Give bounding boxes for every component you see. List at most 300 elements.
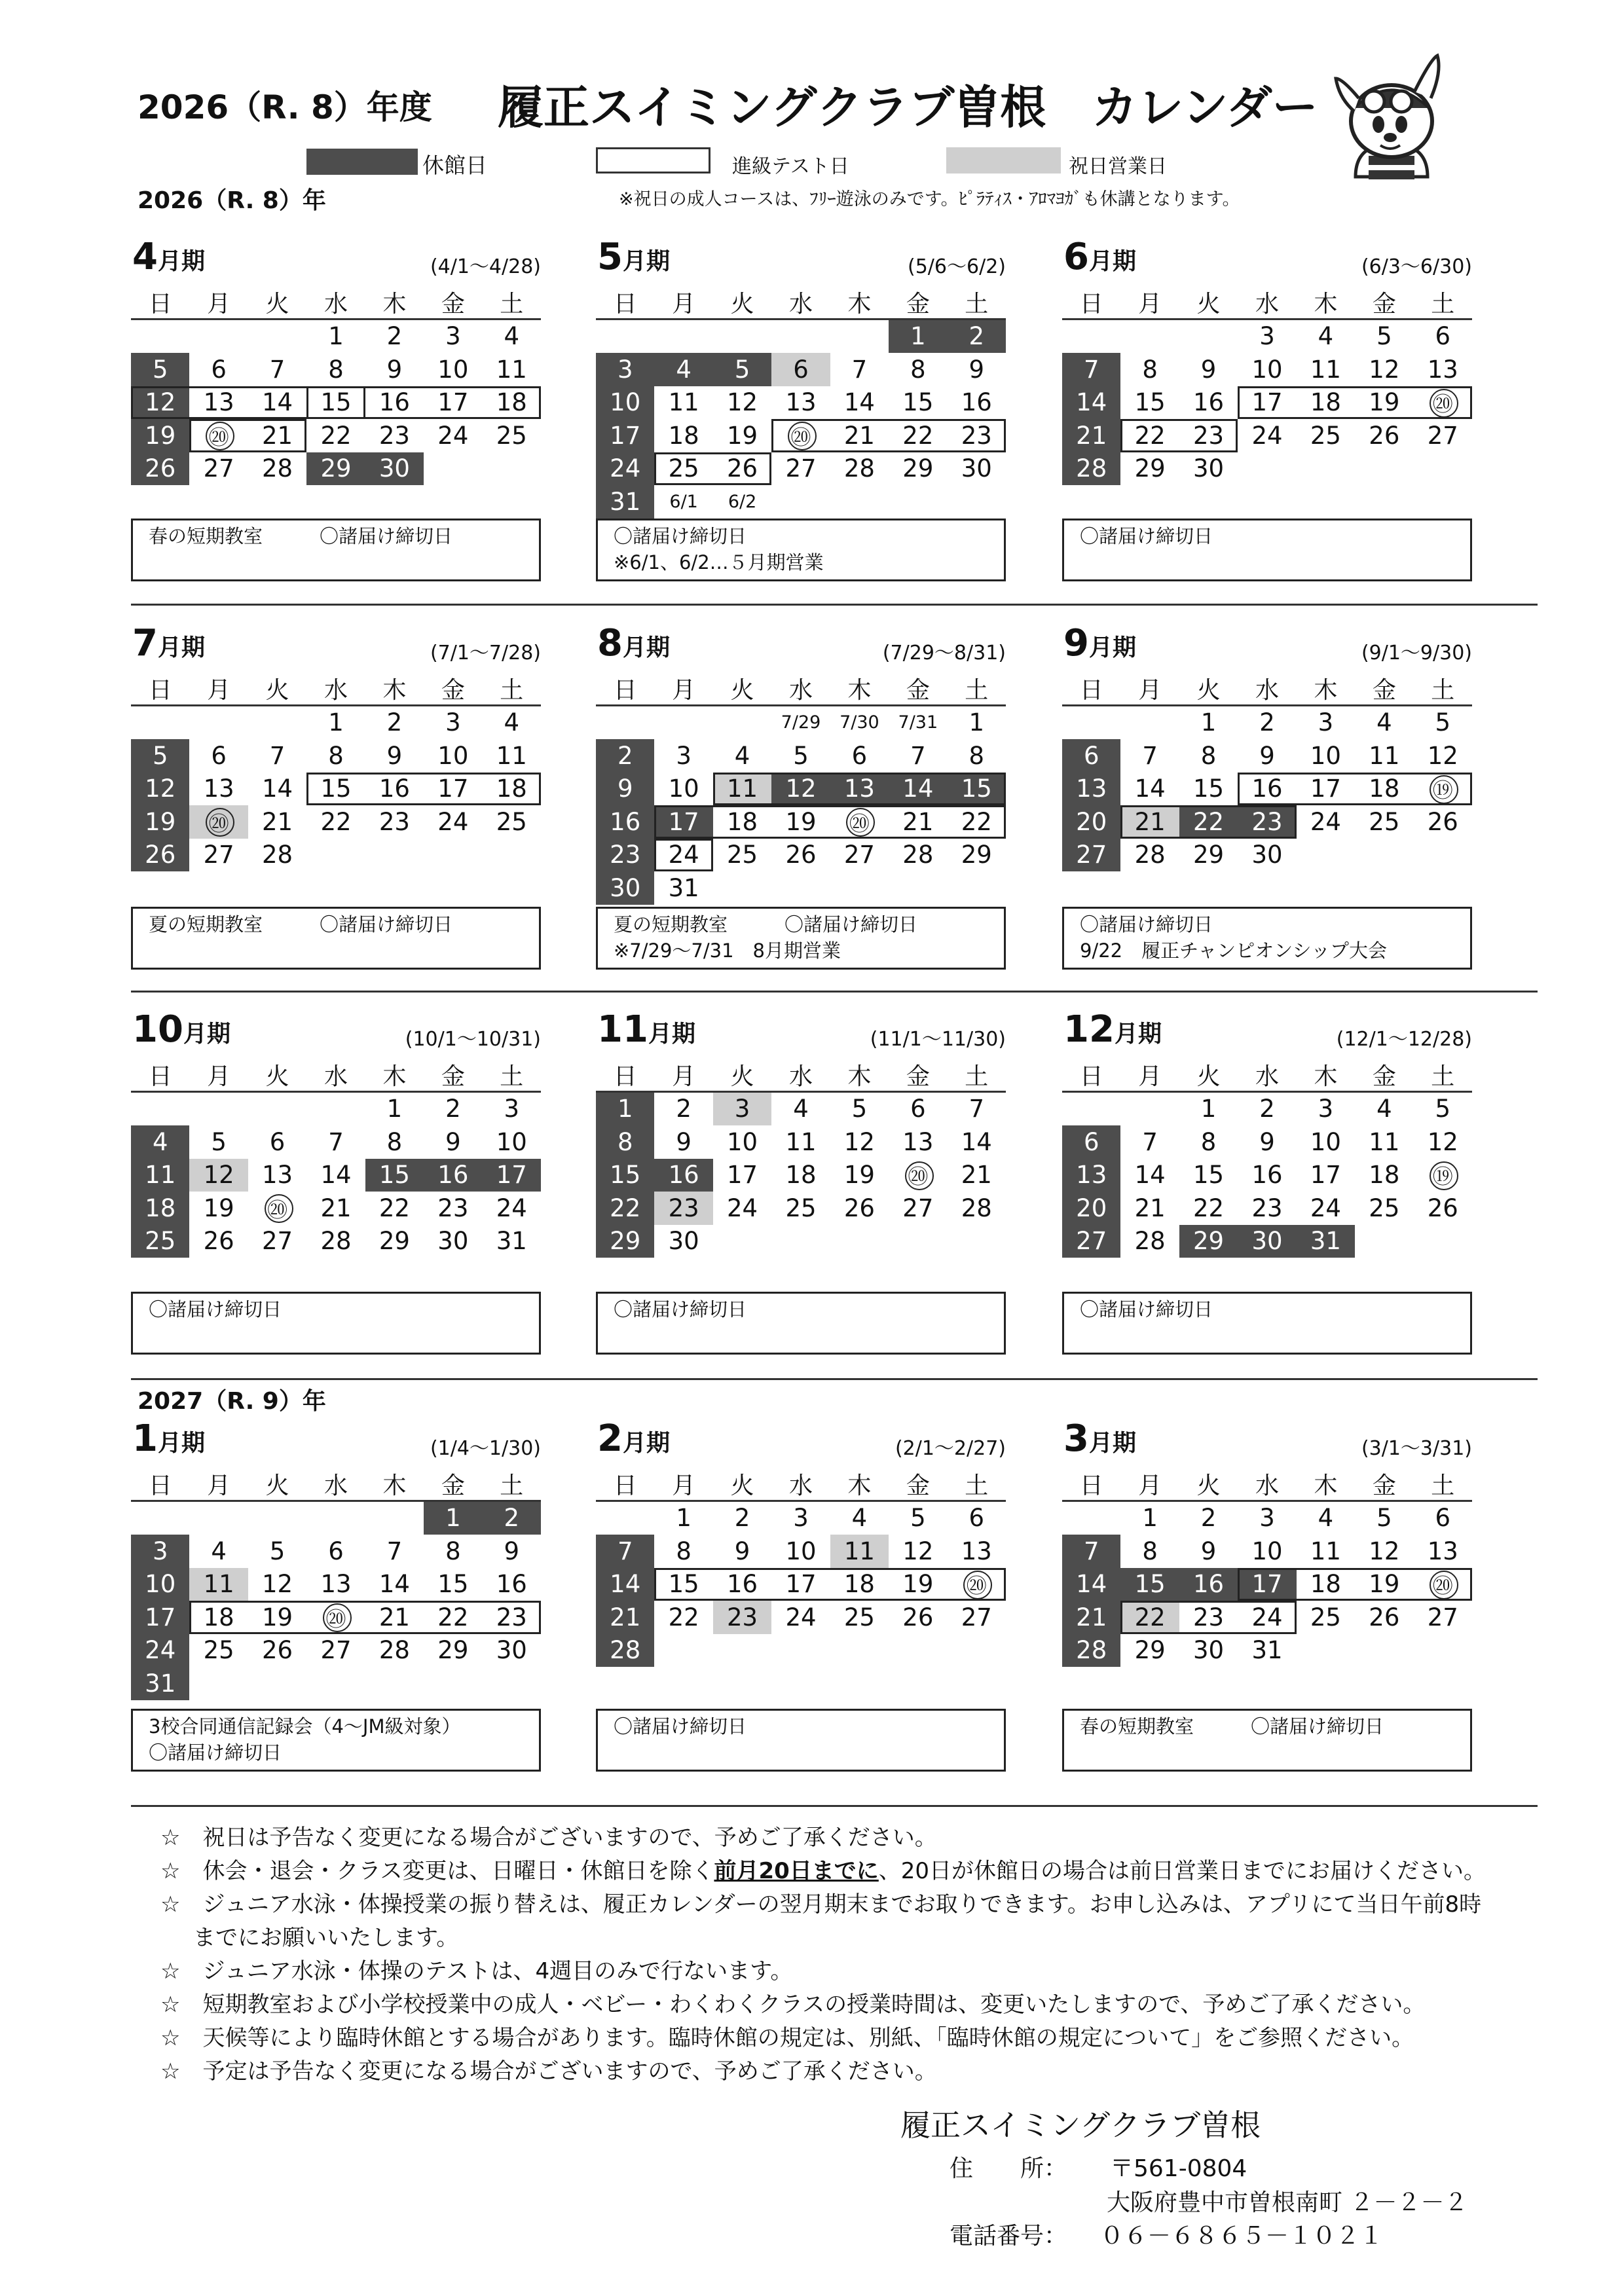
weekday-header: 水 (1238, 1468, 1296, 1502)
weekday-header: 火 (713, 1059, 771, 1093)
day-cell: 28 (1062, 1634, 1120, 1667)
day-cell: 16 (1179, 1568, 1238, 1601)
day-cell: ⑳ (189, 419, 248, 452)
day-cell: 13 (320, 1570, 352, 1599)
day-cell: ⑳ (889, 1159, 947, 1192)
address: 大阪府豊中市曽根南町 ２－２－２ (1107, 2189, 1468, 2216)
day-cell: 7 (910, 741, 926, 770)
footnotes (160, 1821, 1486, 2088)
day-cell: 21 (1120, 805, 1179, 839)
empty-cell (1414, 1634, 1472, 1667)
day-cell: 23 (596, 839, 654, 872)
day-cell: 16 (424, 1159, 482, 1192)
day-cell: 23 (1238, 805, 1296, 839)
empty-cell (713, 871, 771, 905)
month-note-line: 〇諸届け締切日 (1080, 525, 1213, 547)
day-cell: 6 (1435, 322, 1451, 351)
month-note-line: 夏の短期教室 〇諸届け締切日 (614, 913, 918, 936)
day-cell: 17 (437, 388, 469, 417)
weekday-header: 火 (248, 1468, 306, 1502)
day-cell: 23 (437, 1194, 469, 1222)
day-cell: ⑳ (248, 1192, 306, 1225)
day-cell: 12 (843, 1127, 875, 1156)
empty-cell (131, 706, 189, 740)
day-cell: 29 (961, 841, 992, 869)
legend-closed-swatch (306, 149, 418, 175)
day-cell: 8 (1142, 1537, 1158, 1565)
empty-cell (1297, 452, 1355, 486)
month-range: (9/1～9/30) (1361, 642, 1472, 665)
month-grid (131, 673, 541, 871)
day-cell: 12 (189, 1159, 248, 1192)
month-title (1063, 1008, 1162, 1051)
day-cell: 13 (961, 1537, 992, 1565)
month-suffix: 月期 (157, 634, 205, 661)
day-cell: 29 (596, 1225, 654, 1258)
weekday-header: 火 (248, 1059, 306, 1093)
page-title: 履正スイミングクラブ曽根 カレンダー (498, 81, 1318, 134)
day-cell: 24 (437, 807, 469, 836)
day-cell: 17 (1310, 1161, 1341, 1190)
weekday-header: 金 (1355, 1059, 1413, 1093)
day-cell: 1 (676, 1504, 692, 1533)
day-cell: 3 (596, 353, 654, 386)
day-cell: 27 (262, 1227, 293, 1256)
weekday-header: 土 (483, 1468, 541, 1502)
weekday-header: 金 (424, 287, 482, 320)
day-cell: 19 (902, 1570, 934, 1599)
day-cell: 10 (727, 1127, 758, 1156)
weekday-header: 金 (424, 1468, 482, 1502)
weekday-header: 土 (1414, 287, 1472, 320)
day-cell: 26 (785, 841, 817, 869)
weekday-header: 月 (1120, 287, 1179, 320)
day-cell: 2 (386, 708, 403, 737)
weekday-header: 木 (1297, 287, 1355, 320)
legend-closed-label: 休館日 (422, 153, 487, 178)
day-cell: 31 (596, 485, 654, 519)
day-cell: 9 (596, 773, 654, 806)
day-cell: 30 (961, 454, 992, 483)
day-cell: 8 (1200, 1127, 1217, 1156)
weekday-header: 月 (654, 287, 712, 320)
day-cell: 11 (1310, 355, 1341, 384)
empty-cell (424, 1667, 482, 1700)
day-cell: 26 (727, 454, 758, 483)
day-cell: 7 (851, 355, 868, 384)
day-cell: 4 (734, 741, 750, 770)
day-cell: 6 (211, 741, 227, 770)
weekday-header: 日 (131, 1468, 189, 1502)
day-cell: 14 (1062, 386, 1120, 420)
empty-cell (306, 1093, 365, 1126)
day-cell: 27 (1062, 839, 1120, 872)
day-cell: 7 (386, 1537, 403, 1565)
day-cell: 8 (676, 1537, 692, 1565)
day-cell: 18 (496, 388, 527, 417)
day-cell: 3 (1259, 322, 1275, 351)
day-cell: 8 (969, 741, 985, 770)
day-cell: 26 (843, 1194, 875, 1222)
empty-cell (189, 1667, 248, 1700)
postal-code: 〒561-0804 (1110, 2155, 1247, 2182)
weekday-header: 日 (596, 1059, 654, 1093)
day-cell: 10 (1251, 1537, 1283, 1565)
empty-cell (189, 1502, 248, 1535)
legend-test-swatch (596, 147, 710, 173)
day-cell: 27 (203, 841, 234, 869)
divider (131, 991, 1538, 993)
empty-cell (1238, 452, 1296, 486)
weekday-header: 火 (713, 1468, 771, 1502)
day-cell: 17 (131, 1601, 189, 1634)
day-cell: 6 (1062, 739, 1120, 773)
day-cell: 28 (1062, 452, 1120, 486)
weekday-header: 水 (1238, 1059, 1296, 1093)
empty-cell (248, 320, 306, 354)
empty-cell (189, 320, 248, 354)
day-cell: 5 (851, 1095, 868, 1123)
day-cell: 10 (1310, 1127, 1341, 1156)
weekday-header: 木 (365, 287, 424, 320)
day-cell: 18 (131, 1192, 189, 1225)
empty-cell (948, 871, 1006, 905)
day-cell: 14 (1062, 1568, 1120, 1601)
month-note-line: 夏の短期教室 〇諸届け締切日 (149, 913, 453, 936)
day-cell: 30 (1193, 454, 1225, 483)
weekday-header: 月 (189, 1059, 248, 1093)
month-grid (596, 287, 1006, 519)
month-grid (596, 673, 1006, 905)
day-cell: 1 (1142, 1504, 1158, 1533)
day-cell: 4 (654, 353, 712, 386)
weekday-header: 金 (889, 1059, 947, 1093)
day-cell: 20 (1062, 1192, 1120, 1225)
day-cell: 25 (1369, 807, 1400, 836)
day-cell: 1 (424, 1502, 482, 1535)
day-cell: 7 (596, 1535, 654, 1568)
day-cell: 5 (211, 1127, 227, 1156)
day-cell: 1 (889, 320, 947, 354)
day-cell: 13 (902, 1127, 934, 1156)
weekday-header: 金 (889, 287, 947, 320)
month-note-box (1062, 1709, 1472, 1772)
day-cell: 27 (203, 454, 234, 483)
day-cell: 4 (851, 1504, 868, 1533)
day-cell: 21 (378, 1603, 410, 1631)
day-cell: 28 (262, 841, 293, 869)
day-cell: 16 (727, 1570, 758, 1599)
day-cell: 16 (378, 774, 410, 803)
day-cell: 24 (1310, 807, 1341, 836)
empty-cell (713, 706, 771, 740)
day-cell: 5 (131, 739, 189, 773)
month-suffix: 月期 (1088, 248, 1136, 275)
day-cell: 11 (131, 1159, 189, 1192)
weekday-header: 木 (1297, 1468, 1355, 1502)
day-cell: 11 (1369, 741, 1400, 770)
day-cell: 5 (1376, 1504, 1392, 1533)
day-cell: 21 (1062, 419, 1120, 452)
day-cell: 22 (1179, 805, 1238, 839)
empty-cell (771, 485, 830, 519)
day-cell: 26 (1427, 807, 1458, 836)
day-cell: 5 (1435, 708, 1451, 737)
day-cell: 13 (262, 1161, 293, 1190)
weekday-header: 木 (1297, 673, 1355, 706)
month-grid (596, 1468, 1006, 1667)
day-cell: 16 (596, 805, 654, 839)
day-cell: 1 (596, 1093, 654, 1126)
day-cell: 23 (496, 1603, 527, 1631)
club-name: 履正スイミングクラブ曽根 (900, 2107, 1261, 2143)
day-cell: 18 (1369, 1161, 1400, 1190)
month-number: 12 (1063, 1008, 1115, 1051)
day-cell: 4 (504, 708, 520, 737)
day-cell: 7 (269, 741, 286, 770)
day-cell: 4 (1318, 322, 1334, 351)
day-cell: 8 (386, 1127, 403, 1156)
day-cell: 5 (910, 1504, 926, 1533)
weekday-header: 水 (771, 673, 830, 706)
day-cell: 28 (262, 454, 293, 483)
weekday-header: 土 (948, 1468, 1006, 1502)
day-cell: 7 (1142, 1127, 1158, 1156)
empty-cell (830, 871, 889, 905)
day-cell: 19 (843, 1161, 875, 1190)
day-cell: 4 (211, 1537, 227, 1565)
weekday-header: 金 (889, 1468, 947, 1502)
day-cell: 23 (378, 421, 410, 450)
empty-cell (1120, 706, 1179, 740)
footnote-item-continued: までにお願いいたします。 (193, 1925, 459, 1951)
day-cell: 18 (496, 774, 527, 803)
day-cell: 13 (830, 773, 889, 806)
weekday-header: 日 (596, 1468, 654, 1502)
day-cell: 14 (320, 1161, 352, 1190)
day-cell: 26 (262, 1636, 293, 1665)
day-cell: 7 (1062, 1535, 1120, 1568)
day-cell: 22 (902, 421, 934, 450)
day-cell: 24 (1251, 421, 1283, 450)
day-cell: 9 (969, 355, 985, 384)
day-cell: 29 (1134, 454, 1166, 483)
empty-cell (1355, 1634, 1413, 1667)
day-cell: 24 (437, 421, 469, 450)
month-number: 5 (597, 236, 623, 278)
holiday-note: ※祝日の成人コースは、ﾌﾘｰ遊泳のみです。ﾋﾟﾗﾃｨｽ・ｱﾛﾏﾖｶﾞも休講となります。 (619, 189, 1240, 210)
day-cell: 22 (668, 1603, 699, 1631)
day-cell: 10 (496, 1127, 527, 1156)
day-cell: 26 (1369, 421, 1400, 450)
month-suffix: 月期 (622, 1430, 670, 1457)
day-cell: 6 (211, 355, 227, 384)
day-cell: 4 (793, 1095, 809, 1123)
day-cell: 15 (1193, 774, 1225, 803)
day-cell: 9 (1259, 741, 1275, 770)
empty-cell (131, 320, 189, 354)
day-cell: 14 (961, 1127, 992, 1156)
empty-cell (830, 320, 889, 354)
day-cell: 2 (676, 1095, 692, 1123)
footnote-item: ☆ ジュニア水泳・体操のテストは、4週目のみで行ないます。 (160, 1958, 793, 1984)
day-cell: 29 (306, 452, 365, 486)
month-note-line: 〇諸届け締切日 (149, 1741, 282, 1764)
day-cell: 1 (386, 1095, 403, 1123)
month-note-box (131, 907, 541, 970)
day-cell: 6/2 (728, 491, 757, 512)
day-cell: 19 (131, 419, 189, 452)
weekday-header: 金 (889, 673, 947, 706)
day-cell: 11 (1310, 1537, 1341, 1565)
month-range: (5/6～6/2) (908, 255, 1006, 278)
month-note-line: 〇諸届け締切日 (614, 525, 747, 547)
day-cell: 23 (654, 1192, 712, 1225)
day-cell: 8 (596, 1125, 654, 1159)
empty-cell (596, 706, 654, 740)
month-range: (10/1～10/31) (405, 1028, 541, 1051)
weekday-header: 水 (771, 1059, 830, 1093)
day-cell: 21 (320, 1194, 352, 1222)
day-cell: 24 (1251, 1603, 1283, 1631)
month-note-line: 春の短期教室 〇諸届け締切日 (149, 525, 453, 547)
day-cell: 15 (948, 773, 1006, 806)
month-number: 1 (132, 1417, 158, 1460)
day-cell: 29 (378, 1227, 410, 1256)
day-cell: 3 (445, 322, 461, 351)
footnote-item: ☆ 予定は予告なく変更になる場合がございますので、予めご了承ください。 (160, 2058, 937, 2085)
weekday-header: 月 (1120, 673, 1179, 706)
day-cell: 23 (713, 1601, 771, 1634)
day-cell: 9 (1200, 355, 1217, 384)
month-grid (131, 1468, 541, 1700)
day-cell: 17 (727, 1161, 758, 1190)
day-cell: 2 (734, 1504, 750, 1533)
day-cell: ⑳ (306, 1601, 365, 1634)
legend-holiday-label: 祝日営業日 (1069, 155, 1167, 178)
month-grid (1062, 1468, 1472, 1667)
weekday-header: 日 (1062, 1468, 1120, 1502)
month-title (1063, 1417, 1136, 1460)
weekday-header: 月 (654, 673, 712, 706)
day-cell: 4 (1376, 1095, 1392, 1123)
day-cell: 22 (320, 807, 352, 836)
empty-cell (596, 1502, 654, 1535)
month-suffix: 月期 (648, 1021, 695, 1048)
empty-cell (1355, 839, 1413, 872)
day-cell: 18 (785, 1161, 817, 1190)
month-note-box (596, 519, 1006, 581)
empty-cell (1355, 452, 1413, 486)
day-cell: 6 (910, 1095, 926, 1123)
empty-cell (830, 1634, 889, 1667)
empty-cell (248, 1502, 306, 1535)
day-cell: 17 (483, 1159, 541, 1192)
weekday-header: 日 (1062, 673, 1120, 706)
weekday-header: 土 (948, 287, 1006, 320)
day-cell: 9 (386, 355, 403, 384)
day-cell: 6 (1062, 1125, 1120, 1159)
empty-cell (306, 1667, 365, 1700)
month-note-box (596, 907, 1006, 970)
day-cell: 31 (1251, 1636, 1283, 1665)
empty-cell (483, 839, 541, 872)
empty-cell (654, 706, 712, 740)
legend-test-label: 進級テスト日 (732, 155, 849, 178)
empty-cell (1062, 1093, 1120, 1126)
month-number: 7 (132, 622, 158, 665)
day-cell: 4 (131, 1125, 189, 1159)
day-cell: 22 (596, 1192, 654, 1225)
empty-cell (365, 1502, 424, 1535)
weekday-header: 木 (830, 287, 889, 320)
month-number: 8 (597, 622, 623, 665)
month-title (597, 1008, 695, 1051)
day-cell: 19 (203, 1194, 234, 1222)
day-cell: 16 (654, 1159, 712, 1192)
empty-cell (948, 1634, 1006, 1667)
month-range: (7/1～7/28) (430, 642, 541, 665)
day-cell: 14 (1134, 1161, 1166, 1190)
day-cell: 24 (668, 841, 699, 869)
weekday-header: 日 (131, 1059, 189, 1093)
day-cell: 18 (843, 1570, 875, 1599)
empty-cell (365, 839, 424, 872)
day-cell: 21 (961, 1161, 992, 1190)
weekday-header: 日 (596, 287, 654, 320)
weekday-header: 金 (1355, 287, 1413, 320)
day-cell: 16 (1251, 1161, 1283, 1190)
day-cell: 11 (496, 741, 527, 770)
weekday-header: 水 (306, 1059, 365, 1093)
empty-cell (1179, 320, 1238, 354)
month-note-line: 春の短期教室 〇諸届け締切日 (1080, 1715, 1384, 1738)
day-cell: 25 (1310, 421, 1341, 450)
footnote-item: ☆ 祝日は予告なく変更になる場合がございますので、予めご了承ください。 (160, 1825, 937, 1851)
day-cell: 17 (1251, 388, 1283, 417)
day-cell: 22 (437, 1603, 469, 1631)
weekday-header: 日 (1062, 1059, 1120, 1093)
day-cell: 15 (437, 1570, 469, 1599)
empty-cell (889, 485, 947, 519)
month-title (597, 236, 670, 278)
month-title (1063, 622, 1136, 665)
empty-cell (483, 1667, 541, 1700)
day-cell: 11 (189, 1568, 248, 1601)
empty-cell (1120, 320, 1179, 354)
month-number: 4 (132, 236, 158, 278)
empty-cell (771, 871, 830, 905)
weekday-header: 金 (424, 1059, 482, 1093)
day-cell: 11 (713, 773, 771, 806)
empty-cell (365, 1667, 424, 1700)
day-cell: 22 (1120, 1601, 1179, 1634)
empty-cell (1062, 706, 1120, 740)
day-cell: 9 (386, 741, 403, 770)
day-cell: 12 (1369, 355, 1400, 384)
day-cell: ⑳ (189, 805, 248, 839)
day-cell: 10 (1251, 355, 1283, 384)
day-cell: 15 (365, 1159, 424, 1192)
day-cell: 26 (203, 1227, 234, 1256)
day-cell: 18 (1310, 1570, 1341, 1599)
weekday-header: 木 (365, 1468, 424, 1502)
empty-cell (1414, 1225, 1472, 1258)
legend-holiday-swatch (946, 147, 1061, 173)
day-cell: 24 (785, 1603, 817, 1631)
month-note-line: 〇諸届け締切日 (614, 1715, 747, 1738)
day-cell: 25 (1369, 1194, 1400, 1222)
